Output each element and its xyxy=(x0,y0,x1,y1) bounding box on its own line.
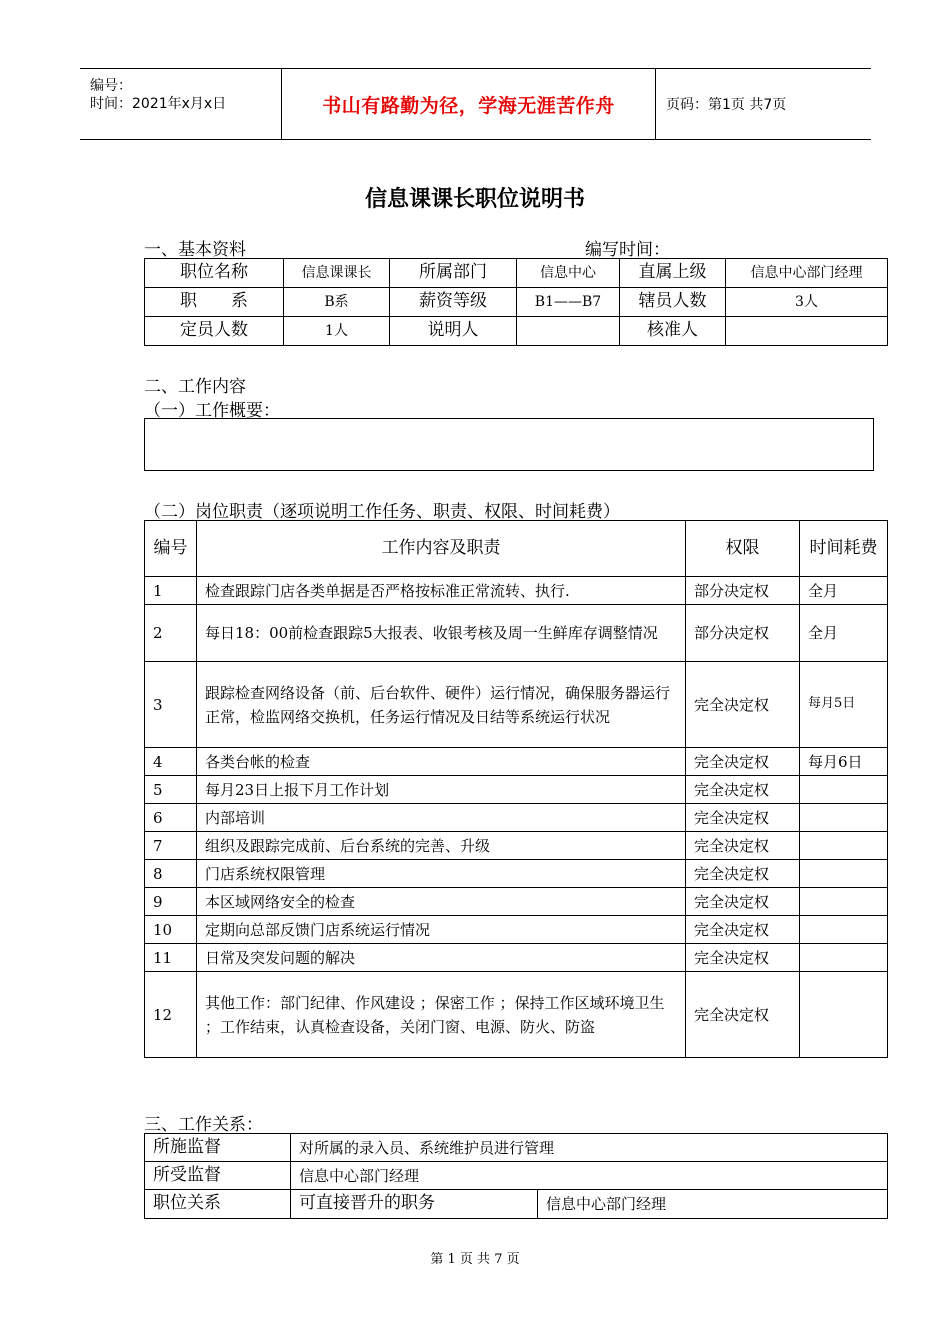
relations-table xyxy=(144,1133,888,1219)
row-no: 4 xyxy=(145,748,197,776)
row-time xyxy=(800,832,888,860)
header-cell-content: 工作内容及职责 xyxy=(197,521,686,577)
row-content: 日常及突发问题的解决 xyxy=(197,944,686,972)
table-cell: 职 系 xyxy=(145,288,284,317)
header-page-cell xyxy=(656,69,871,139)
table-row xyxy=(145,804,888,832)
basic-info-table xyxy=(144,258,888,346)
row-auth: 完全决定权 xyxy=(686,662,800,748)
relation-label: 所受监督 xyxy=(145,1162,291,1190)
row-time xyxy=(800,888,888,916)
row-content: 跟踪检查网络设备（前、后台软件、硬件）运行情况，确保服务器运行正常，检监网络交换机，任务运行情况及日结等系统运行状况 xyxy=(197,662,686,748)
table-row xyxy=(145,860,888,888)
row-auth: 完全决定权 xyxy=(686,776,800,804)
table-cell: 1人 xyxy=(284,317,390,346)
table-row xyxy=(145,748,888,776)
table-cell: 所属部门 xyxy=(390,259,517,288)
header-meta xyxy=(80,69,282,139)
table-row xyxy=(145,888,888,916)
table-cell: 核准人 xyxy=(620,317,726,346)
row-time xyxy=(800,804,888,832)
row-content: 各类台帐的检查 xyxy=(197,748,686,776)
page-title: 信息课课长职位说明书 xyxy=(364,187,585,212)
row-no: 8 xyxy=(145,860,197,888)
row-auth: 完全决定权 xyxy=(686,916,800,944)
table-row xyxy=(145,259,888,288)
doc-time-label: 时间：2021年x月x日 xyxy=(90,96,227,112)
row-content: 其他工作：部门纪律、作风建设 ；保密工作 ；保持工作区域环境卫生 ；工作结束，认真检查设备，关闭门窗、电源、防火、防盗 xyxy=(197,972,686,1058)
relation-value: 信息中心部门经理 xyxy=(291,1162,888,1190)
relation-label: 职位关系 xyxy=(145,1190,291,1218)
summary-heading: （一）工作概要： xyxy=(144,401,280,421)
row-no: 12 xyxy=(145,972,197,1058)
row-auth: 完全决定权 xyxy=(686,748,800,776)
row-time xyxy=(800,860,888,888)
table-row xyxy=(145,1190,888,1218)
row-auth: 完全决定权 xyxy=(686,944,800,972)
write-time-label: 编写时间： xyxy=(585,240,670,260)
table-cell: 信息中心部门经理 xyxy=(726,259,888,288)
table-cell: 说明人 xyxy=(390,317,517,346)
row-no: 2 xyxy=(145,605,197,662)
relation-label: 所施监督 xyxy=(145,1134,291,1162)
table-row xyxy=(145,944,888,972)
section2-heading: 二、工作内容 xyxy=(144,377,246,397)
row-time xyxy=(800,944,888,972)
row-no: 7 xyxy=(145,832,197,860)
table-row xyxy=(145,288,888,317)
section1-heading: 一、基本资料 xyxy=(144,240,246,260)
row-content: 本区域网络安全的检查 xyxy=(197,888,686,916)
row-time xyxy=(800,776,888,804)
row-content: 定期向总部反馈门店系统运行情况 xyxy=(197,916,686,944)
row-content: 每日18：00前检查跟踪5大报表、收银考核及周一生鲜库存调整情况 xyxy=(197,605,686,662)
row-no: 1 xyxy=(145,577,197,605)
row-time: 每月5日 xyxy=(800,662,888,748)
page-header xyxy=(80,68,871,140)
relation-value: 可直接晋升的职务 xyxy=(291,1190,538,1218)
header-cell-no: 编号 xyxy=(145,521,197,577)
row-content: 组织及跟踪完成前、后台系统的完善、升级 xyxy=(197,832,686,860)
row-content: 每月23日上报下月工作计划 xyxy=(197,776,686,804)
row-time xyxy=(800,916,888,944)
table-row xyxy=(145,1134,888,1162)
row-time: 每月6日 xyxy=(800,748,888,776)
table-cell: 3人 xyxy=(726,288,888,317)
table-row xyxy=(145,662,888,748)
row-time: 全月 xyxy=(800,605,888,662)
table-cell: 信息中心 xyxy=(517,259,620,288)
header-motto: 书山有路勤为径，学海无涯苦作舟 xyxy=(322,94,615,117)
table-cell: 信息课课长 xyxy=(284,259,390,288)
row-no: 9 xyxy=(145,888,197,916)
row-no: 11 xyxy=(145,944,197,972)
row-auth: 部分决定权 xyxy=(686,605,800,662)
table-cell: B1——B7 xyxy=(517,288,620,317)
duties-heading: （二）岗位职责（逐项说明工作任务、职责、权限、时间耗费） xyxy=(144,502,620,522)
header-page-label: 页码：第1页 共7页 xyxy=(666,97,787,113)
table-row xyxy=(145,916,888,944)
doc-number-label: 编号： xyxy=(90,78,132,94)
row-auth: 完全决定权 xyxy=(686,832,800,860)
table-row xyxy=(145,776,888,804)
page-footer: 第 1 页 共 7 页 xyxy=(430,1252,520,1267)
row-time: 全月 xyxy=(800,577,888,605)
table-cell: 定员人数 xyxy=(145,317,284,346)
row-no: 5 xyxy=(145,776,197,804)
table-row xyxy=(145,577,888,605)
table-header-row xyxy=(145,521,888,577)
summary-box xyxy=(144,418,874,471)
duties-table xyxy=(144,520,888,1058)
table-row xyxy=(145,605,888,662)
header-cell-auth: 权限 xyxy=(686,521,800,577)
row-no: 3 xyxy=(145,662,197,748)
table-cell: B系 xyxy=(284,288,390,317)
row-no: 10 xyxy=(145,916,197,944)
table-row xyxy=(145,317,888,346)
row-content: 门店系统权限管理 xyxy=(197,860,686,888)
table-cell xyxy=(517,317,620,346)
row-auth: 完全决定权 xyxy=(686,888,800,916)
header-motto-cell xyxy=(282,69,656,139)
row-content: 检查跟踪门店各类单据是否严格按标准正常流转、执行. xyxy=(197,577,686,605)
table-row xyxy=(145,832,888,860)
row-auth: 完全决定权 xyxy=(686,860,800,888)
row-content: 内部培训 xyxy=(197,804,686,832)
table-row xyxy=(145,1162,888,1190)
row-auth: 完全决定权 xyxy=(686,804,800,832)
table-row xyxy=(145,972,888,1058)
row-no: 6 xyxy=(145,804,197,832)
relation-value-2: 信息中心部门经理 xyxy=(538,1190,888,1218)
table-cell: 辖员人数 xyxy=(620,288,726,317)
table-cell: 直属上级 xyxy=(620,259,726,288)
row-auth: 完全决定权 xyxy=(686,972,800,1058)
relation-value: 对所属的录入员、系统维护员进行管理 xyxy=(291,1134,888,1162)
row-auth: 部分决定权 xyxy=(686,577,800,605)
table-cell xyxy=(726,317,888,346)
section3-heading: 三、工作关系： xyxy=(144,1115,263,1135)
header-cell-time: 时间耗费 xyxy=(800,521,888,577)
row-time xyxy=(800,972,888,1058)
table-cell: 薪资等级 xyxy=(390,288,517,317)
table-cell: 职位名称 xyxy=(145,259,284,288)
